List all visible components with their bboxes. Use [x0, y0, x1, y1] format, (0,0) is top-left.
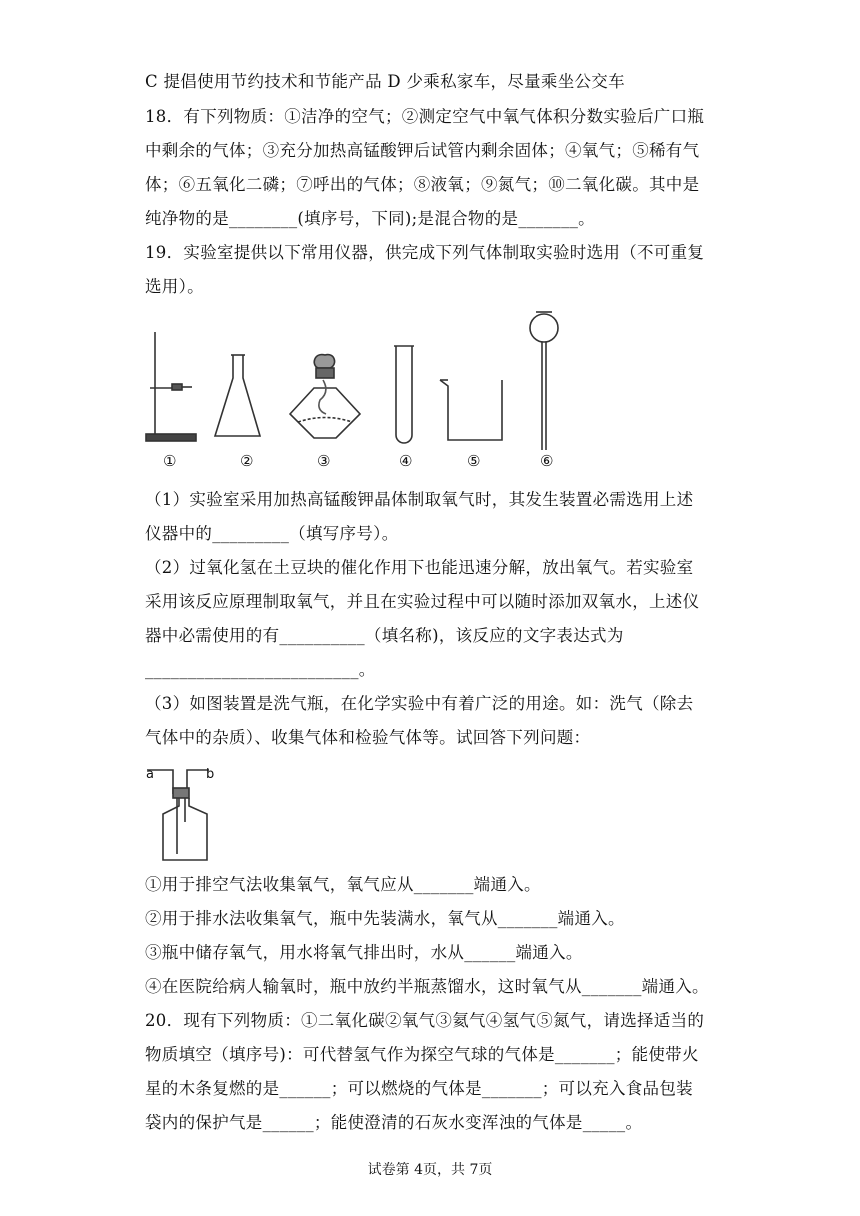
- lab-instruments-figure: [140, 310, 580, 475]
- text-line: 选用）。: [145, 277, 204, 296]
- instrument-label: ③: [317, 452, 331, 470]
- instrument-label: ①: [163, 452, 177, 470]
- text-line: （2）过氧化氢在土豆块的催化作用下也能迅速分解，放出氧气。若实验室: [145, 558, 694, 577]
- text-line: 星的木条复燃的是______；可以燃烧的气体是_______；可以充入食品包装: [145, 1079, 693, 1098]
- text-line: （1）实验室采用加热高锰酸钾晶体制取氧气时，其发生装置必需选用上述: [145, 490, 694, 509]
- instrument-label: ④: [399, 452, 413, 470]
- text-line: 物质填空（填序号)：可代替氢气作为探空气球的气体是_______；能使带火: [145, 1045, 699, 1064]
- text-line: 采用该反应原理制取氧气，并且在实验过程中可以随时添加双氧水，上述仪: [145, 592, 700, 611]
- text-line: 20．现有下列物质：①二氧化碳②氧气③氦气④氢气⑤氮气，请选择适当的: [145, 1011, 705, 1030]
- text-line: （3）如图装置是洗气瓶，在化学实验中有着广泛的用途。如：洗气（除去: [145, 694, 694, 713]
- text-line: 18．有下列物质：①洁净的空气；②测定空气中氧气体积分数实验后广口瓶: [145, 107, 705, 126]
- text-line: ①用于排空气法收集氧气，氧气应从_______端通入。: [145, 875, 541, 894]
- text-line: _________________________。: [145, 660, 376, 679]
- text-line: 体；⑥五氧化二磷；⑦呼出的气体；⑧液氧；⑨氮气；⑩二氧化碳。其中是: [145, 175, 700, 194]
- page-footer: 试卷第 4页，共 7页: [367, 1162, 493, 1178]
- text-line: C 提倡使用节约技术和节能产品 D 少乘私家车，尽量乘坐公交车: [145, 72, 625, 91]
- text-line: ③瓶中储存氧气，用水将氧气排出时，水从______端通入。: [145, 943, 583, 962]
- bottle-port-label: a: [146, 767, 154, 782]
- text-line: 器中必需使用的有__________（填名称)，该反应的文字表达式为: [145, 626, 624, 645]
- text-line: 仪器中的_________（填写序号）。: [145, 524, 399, 543]
- text-line: 纯净物的是________(填序号，下同);是混合物的是_______。: [145, 209, 595, 228]
- text-line: 中剩余的气体；③充分加热高锰酸钾后试管内剩余固体；④氧气；⑤稀有气: [145, 141, 700, 160]
- text-line: 19．实验室提供以下常用仪器，供完成下列气体制取实验时选用（不可重复: [145, 243, 705, 262]
- bottle-port-label: b: [206, 767, 215, 782]
- instrument-label: ⑥: [540, 452, 554, 470]
- text-line: 袋内的保护气是______；能使澄清的石灰水变浑浊的气体是_____。: [145, 1113, 643, 1132]
- text-line: 气体中的杂质）、收集气体和检验气体等。试回答下列问题：: [145, 728, 591, 747]
- text-line: ②用于排水法收集氧气，瓶中先装满水，氧气从_______端通入。: [145, 909, 625, 928]
- text-line: ④在医院给病人输氧时，瓶中放约半瓶蒸馏水，这时氧气从_______端通入。: [145, 977, 709, 996]
- instrument-label: ⑤: [467, 452, 481, 470]
- instrument-label: ②: [240, 452, 254, 470]
